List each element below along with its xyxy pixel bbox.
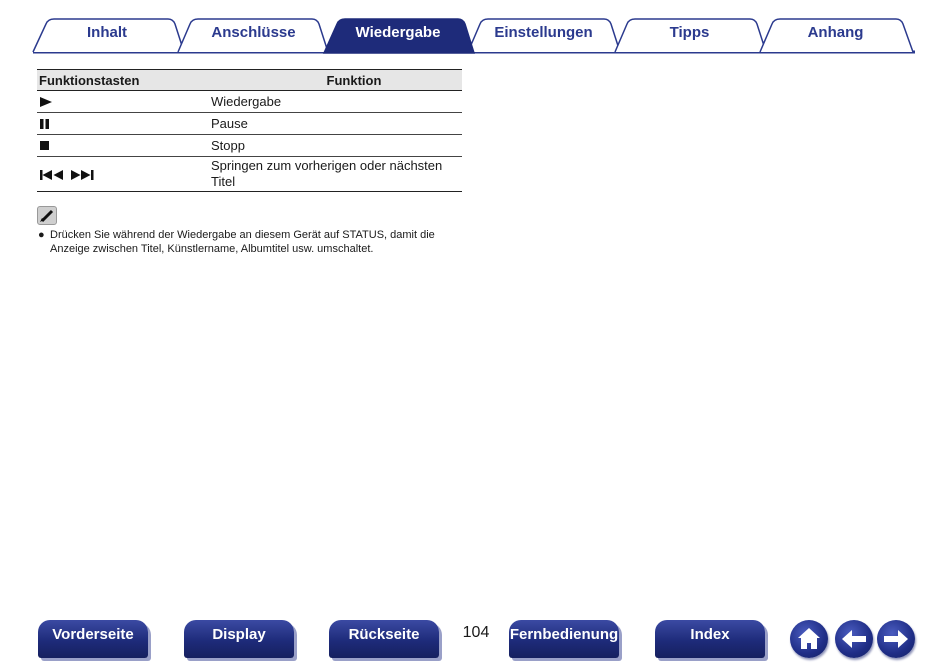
arrow-left-icon — [835, 620, 873, 658]
display-label: Display — [212, 626, 266, 643]
note-text: Drücken Sie während der Wiedergabe an diesem Gerät auf STATUS, damit die Anzeige zwischen Titel, Künstlername, Albumtitel usw. umschaltet. — [50, 229, 435, 255]
key-cell — [37, 91, 208, 113]
note-bullet: ● — [38, 229, 45, 241]
key-cell — [37, 135, 208, 157]
function-cell: Springen zum vorherigen oder nächsten Titel — [208, 157, 462, 192]
tab-anhang[interactable]: Anhang — [807, 24, 864, 41]
tab-tipps[interactable]: Tipps — [669, 24, 710, 41]
key-cell — [37, 113, 208, 135]
note — [38, 228, 458, 256]
table-row — [37, 113, 462, 135]
tab-einstellungen[interactable]: Einstellungen — [494, 24, 593, 41]
function-table — [37, 69, 462, 192]
table-header-row — [37, 70, 462, 91]
header-funktionstasten: Funktionstasten — [37, 70, 208, 91]
table-row — [37, 135, 462, 157]
function-cell: Pause — [208, 113, 462, 135]
play-icon — [39, 94, 53, 109]
function-cell: Wiedergabe — [208, 91, 462, 113]
table-row — [37, 91, 462, 113]
vorderseite-button[interactable] — [38, 620, 148, 658]
stop-icon — [39, 138, 53, 153]
arrow-right-icon — [877, 620, 915, 658]
skip-prev-next-icon — [39, 166, 99, 181]
function-cell: Stopp — [208, 135, 462, 157]
page-number: 104 — [462, 624, 490, 641]
pause-icon — [39, 116, 53, 131]
tab-anschluesse[interactable]: Anschlüsse — [211, 24, 296, 41]
table-row — [37, 157, 462, 192]
header-funktion: Funktion — [208, 70, 462, 91]
fernbedienung-button[interactable] — [509, 620, 619, 658]
key-cell — [37, 157, 208, 192]
pencil-icon — [37, 206, 57, 225]
vorderseite-label: Vorderseite — [52, 626, 134, 643]
rueckseite-button[interactable] — [329, 620, 439, 658]
forward-button[interactable] — [877, 620, 915, 658]
display-button[interactable] — [184, 620, 294, 658]
back-button[interactable] — [835, 620, 873, 658]
index-label: Index — [690, 626, 730, 643]
tab-inhalt[interactable]: Inhalt — [87, 24, 127, 41]
tab-bar — [0, 0, 950, 56]
fernbedienung-label: Fernbedienung — [509, 626, 619, 643]
home-button[interactable] — [790, 620, 828, 658]
index-button[interactable] — [655, 620, 765, 658]
rueckseite-label: Rückseite — [348, 626, 420, 643]
tab-wiedergabe[interactable]: Wiedergabe — [355, 24, 441, 41]
home-icon — [790, 620, 828, 658]
